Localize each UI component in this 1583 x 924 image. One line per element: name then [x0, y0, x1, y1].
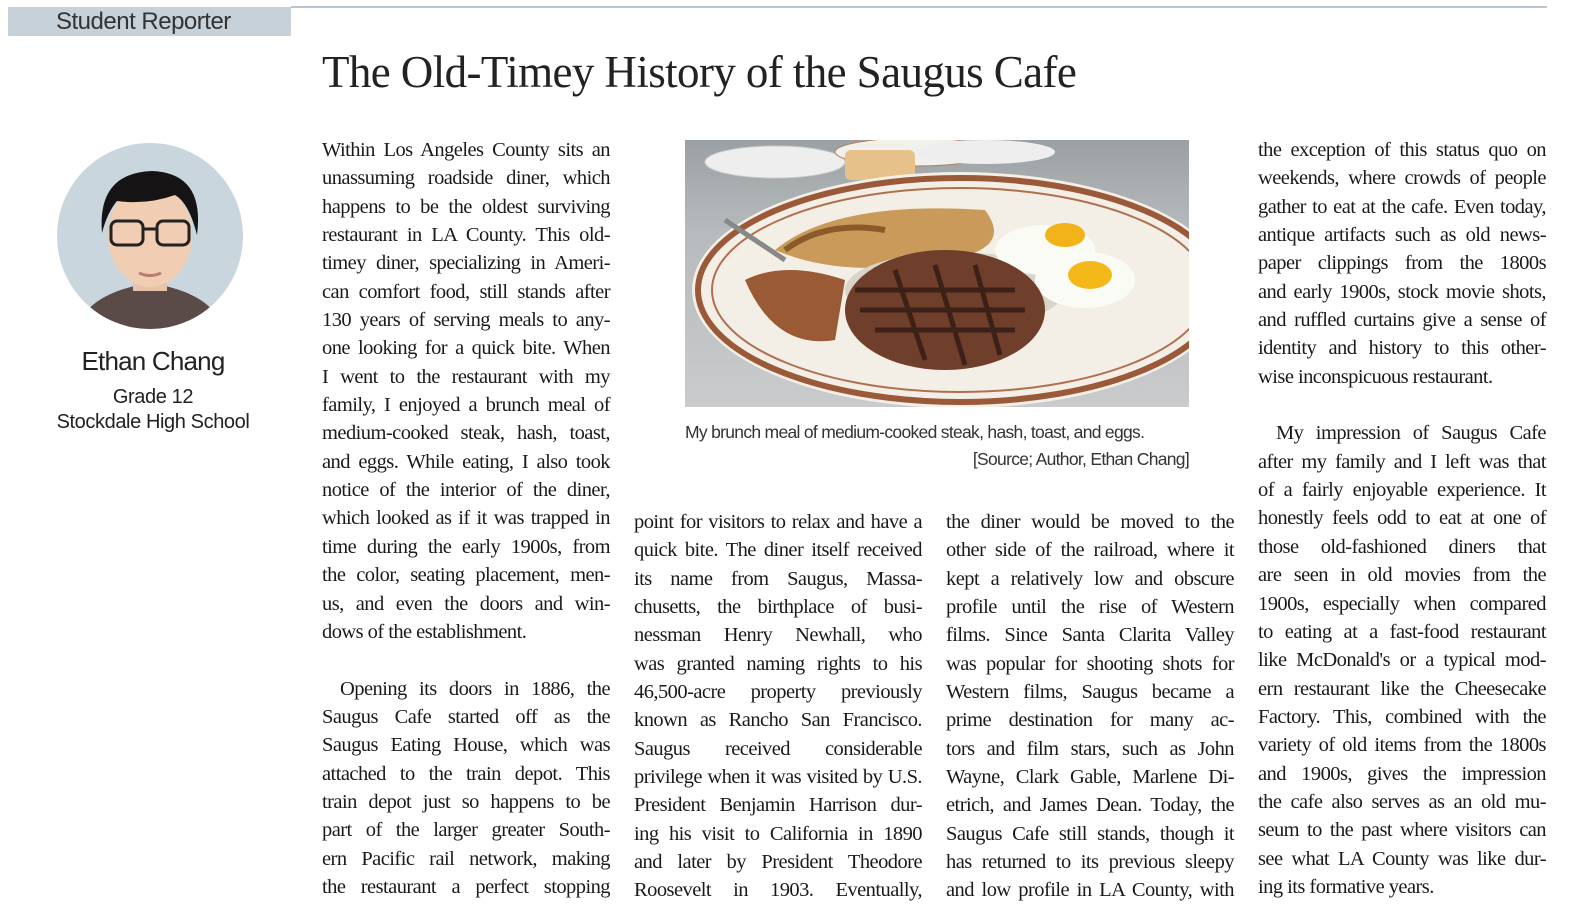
- article-text-line: Saugus Cafe still stands, though it: [946, 822, 1234, 845]
- article-text-line: after my family and I left was that: [1258, 450, 1546, 473]
- article-text-line: nessman Henry Newhall, who: [634, 624, 922, 647]
- article-text-line: which looked as if it was trapped in: [322, 507, 610, 530]
- article-text-line: I went to the restaurant with my: [322, 365, 610, 388]
- article-text-line: ing its formative years.: [1258, 875, 1434, 898]
- article-text-line: happens to be the oldest surviving: [322, 195, 610, 218]
- article-text-line: 1900s, especially when compared: [1258, 592, 1546, 615]
- article-text-line: timey diner, specializing in Ameri-: [322, 252, 610, 275]
- article-text-line: its name from Saugus, Massa-: [634, 567, 922, 590]
- article-text-line: paper clippings from the 1800s: [1258, 252, 1546, 275]
- article-text-line: time during the early 1900s, from: [322, 535, 610, 558]
- author-portrait-icon: [57, 143, 243, 329]
- article-text-line: one looking for a quick bite. When: [322, 337, 610, 360]
- photo-caption: My brunch meal of medium-cooked steak, hash, toast, and eggs.: [685, 422, 1145, 442]
- article-text-line: 130 years of serving meals to any-: [322, 309, 610, 332]
- paragraph-gap: [1258, 391, 1546, 419]
- article-text-line: family, I enjoyed a brunch meal of: [322, 394, 610, 417]
- article-text-line: antique artifacts such as old news-: [1258, 224, 1546, 247]
- author-grade: Grade 12: [112, 386, 194, 408]
- article-text-line: known as Rancho San Francisco.: [634, 709, 922, 732]
- article-text-line: privilege when it was visited by U.S.: [634, 766, 922, 789]
- article-text-line: profile until the rise of Western: [946, 596, 1234, 619]
- article-text-line: Roosevelt in 1903. Eventually,: [634, 879, 922, 902]
- article-text-line: prime destination for many ac-: [946, 709, 1234, 732]
- article-text-line: and early 1900s, stock movie shots,: [1258, 280, 1546, 303]
- article-text-line: can comfort food, still stands after: [322, 280, 610, 303]
- article-text-line: kept a relatively low and obscure: [946, 567, 1234, 590]
- article-text-line: of a fairly enjoyable experience. It: [1258, 479, 1546, 502]
- article-text-line: Western films, Saugus became a: [946, 681, 1234, 704]
- article-text-line: Saugus received considerable: [634, 737, 922, 760]
- article-text-line: Factory. This, combined with the: [1258, 705, 1546, 728]
- article-text-line: train depot just so happens to be: [322, 790, 610, 813]
- author-school: Stockdale High School: [56, 411, 250, 433]
- article-text-line: wise inconspicuous restaurant.: [1258, 365, 1493, 388]
- article-text-line: honestly feels odd to eat at one of: [1258, 507, 1546, 530]
- article-text-line: notice of the interior of the diner,: [322, 479, 610, 502]
- article-text-line: the exception of this status quo on: [1258, 139, 1546, 161]
- article-text-line: 46,500-acre property previously: [634, 681, 922, 704]
- article-text-line: quick bite. The diner itself received: [634, 539, 922, 562]
- top-rule: [291, 6, 1547, 8]
- article-photo: [685, 140, 1189, 407]
- article-text-line: was popular for shooting shots for: [946, 652, 1234, 675]
- article-text-line: the cafe also serves as an old mu-: [1258, 790, 1546, 813]
- paragraph-gap: [322, 646, 610, 674]
- article-text-line: seum to the past where visitors can: [1258, 819, 1546, 842]
- article-text-line: ern restaurant like the Cheesecake: [1258, 677, 1546, 700]
- article-text-line: point for visitors to relax and have a: [634, 511, 922, 533]
- photo-source: [Source; Author, Ethan Chang]: [972, 449, 1189, 469]
- section-tag-label: Student Reporter: [56, 8, 231, 35]
- article-text-line: the color, seating placement, men-: [322, 564, 610, 587]
- article-column-1: [322, 136, 610, 901]
- article-title: The Old-Timey History of the Saugus Cafe: [322, 47, 1077, 97]
- article-text-line: gather to eat at the cafe. Even today,: [1258, 195, 1546, 218]
- article-text-line: ern Pacific rail network, making: [322, 847, 610, 870]
- article-text-line: and eggs. While eating, I also took: [322, 450, 610, 473]
- article-text-line: the diner would be moved to the: [946, 511, 1234, 533]
- article-text-line: President Benjamin Harrison dur-: [634, 794, 922, 817]
- article-text-line: like McDonald's or a typical mod-: [1258, 649, 1546, 672]
- article-text-line: and later by President Theodore: [634, 851, 922, 874]
- article-text-line: dows of the establishment.: [322, 620, 527, 643]
- article-text-line: Wayne, Clark Gable, Marlene Di-: [946, 766, 1234, 789]
- article-text-line: etrich, and James Dean. Today, the: [946, 794, 1234, 817]
- article-text-line: Saugus Cafe started off as the: [322, 705, 610, 728]
- article-text-line: tors and film stars, such as John: [946, 737, 1234, 760]
- article-text-line: films. Since Santa Clarita Valley: [946, 624, 1234, 647]
- section-tag: [8, 7, 291, 36]
- article-text-line: Saugus Eating House, which was: [322, 734, 610, 757]
- author-photo: [57, 143, 243, 329]
- article-text-line: ing his visit to California in 1890: [634, 822, 922, 845]
- article-text-line: was granted naming rights to his: [634, 652, 922, 675]
- article-column-4: [1258, 136, 1546, 901]
- article-text-line: other side of the railroad, where it: [946, 539, 1234, 562]
- article-column-2: [634, 508, 922, 905]
- article-text-line: and ruffled curtains give a sense of: [1258, 309, 1546, 332]
- article-text-line: attached to the train depot. This: [322, 762, 610, 785]
- article-text-line: has returned to its previous sleepy: [946, 851, 1234, 874]
- article-text-line: My impression of Saugus Cafe: [1276, 422, 1546, 445]
- article-text-line: part of the larger greater South-: [322, 819, 610, 842]
- steak-meal-photo-icon: [685, 140, 1189, 407]
- article-text-line: and 1900s, gives the impression: [1258, 762, 1546, 785]
- article-text-line: those old-fashioned diners that: [1258, 535, 1546, 558]
- article-text-line: and low profile in LA County, with: [946, 879, 1234, 902]
- article-text-line: the restaurant a perfect stopping: [322, 875, 610, 898]
- article-text-line: weekends, where crowds of people: [1258, 167, 1546, 190]
- article-text-line: are seen in old movies from the: [1258, 564, 1546, 587]
- article-text-line: Within Los Angeles County sits an: [322, 139, 610, 161]
- article-text-line: restaurant in LA County. This old-: [322, 224, 610, 247]
- article-text-line: to eating at a fast-food restaurant: [1258, 620, 1546, 643]
- article-text-line: us, and even the doors and win-: [322, 592, 610, 615]
- article-text-line: unassuming roadside diner, which: [322, 167, 610, 190]
- article-text-line: chusetts, the birthplace of busi-: [634, 596, 922, 619]
- article-text-line: variety of old items from the 1800s: [1258, 734, 1546, 757]
- article-column-3: [946, 508, 1234, 905]
- article-text-line: medium-cooked steak, hash, toast,: [322, 422, 610, 445]
- article-text-line: Opening its doors in 1886, the: [340, 677, 610, 700]
- author-name: Ethan Chang: [81, 346, 225, 376]
- article-text-line: see what LA County was like dur-: [1258, 847, 1546, 870]
- article-text-line: identity and history to this other-: [1258, 337, 1546, 360]
